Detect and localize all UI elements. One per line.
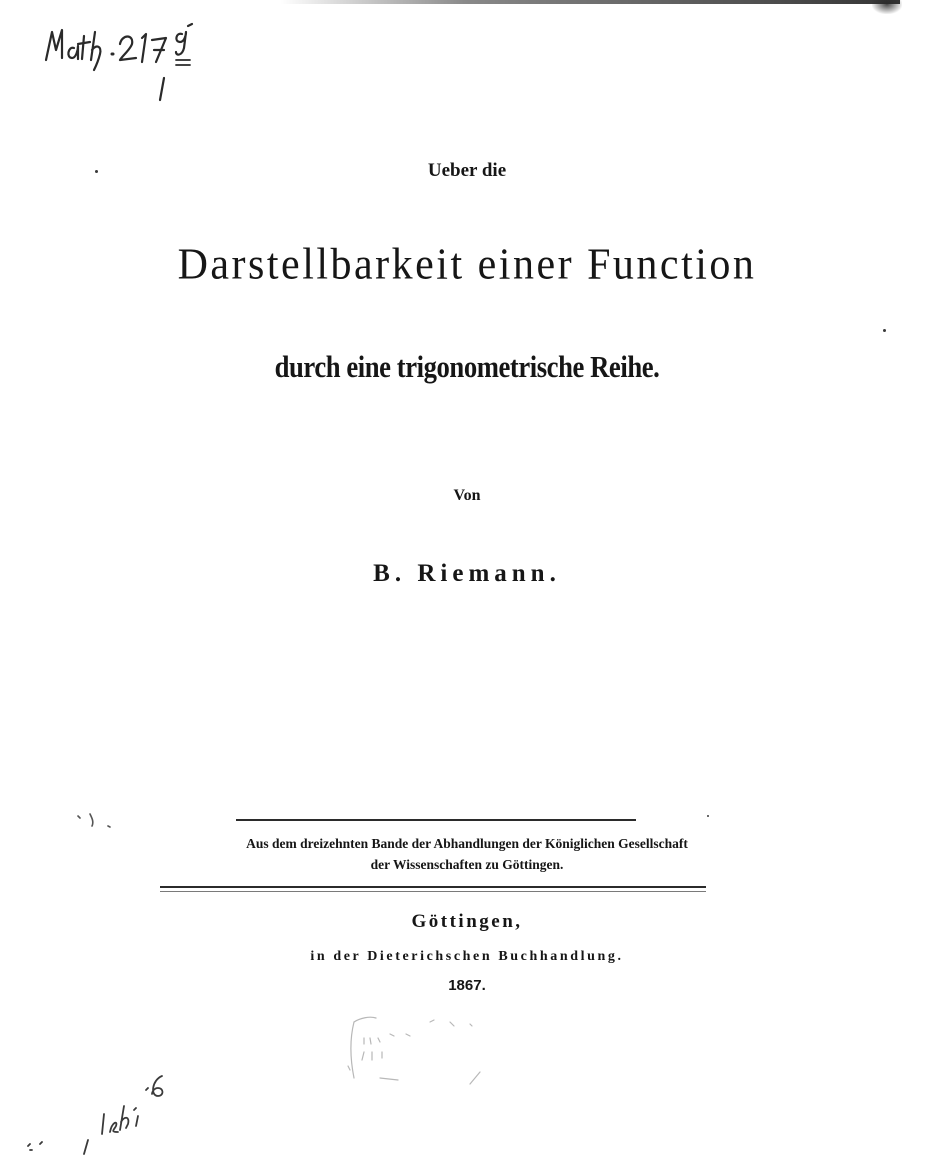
- handwritten-shelf-mark: [20, 1066, 200, 1156]
- source-note-line-2: der Wissenschaften zu Göttingen.: [370, 857, 564, 872]
- scan-edge-shadow: [280, 0, 900, 4]
- handwritten-library-mark: [40, 18, 270, 108]
- library-stamp: [340, 1008, 500, 1088]
- title-intro: Ueber die: [427, 160, 507, 181]
- scan-speck: [707, 815, 709, 817]
- publication-city: Göttingen,: [411, 911, 523, 932]
- source-note-line-1: Aus dem dreizehnten Bande der Abhandlungen der Königlichen Gesellschaft: [246, 836, 688, 851]
- marginal-scrawl: [72, 808, 122, 834]
- byline-label: Von: [453, 487, 481, 504]
- main-title: Darstellbarkeit einer Function: [177, 240, 757, 290]
- scan-corner-smudge: [872, 0, 902, 14]
- title-subtitle: durch eine trigonometrische Reihe.: [274, 349, 660, 384]
- publication-year: 1867.: [448, 977, 486, 994]
- double-rule-bottom: [160, 891, 706, 892]
- double-rule-top: [160, 886, 706, 888]
- divider-rule: [236, 819, 636, 821]
- scan-speck: [883, 329, 886, 332]
- publisher: in der Dieterichschen Buchhandlung.: [310, 949, 624, 964]
- author-name: B. Riemann.: [373, 560, 561, 587]
